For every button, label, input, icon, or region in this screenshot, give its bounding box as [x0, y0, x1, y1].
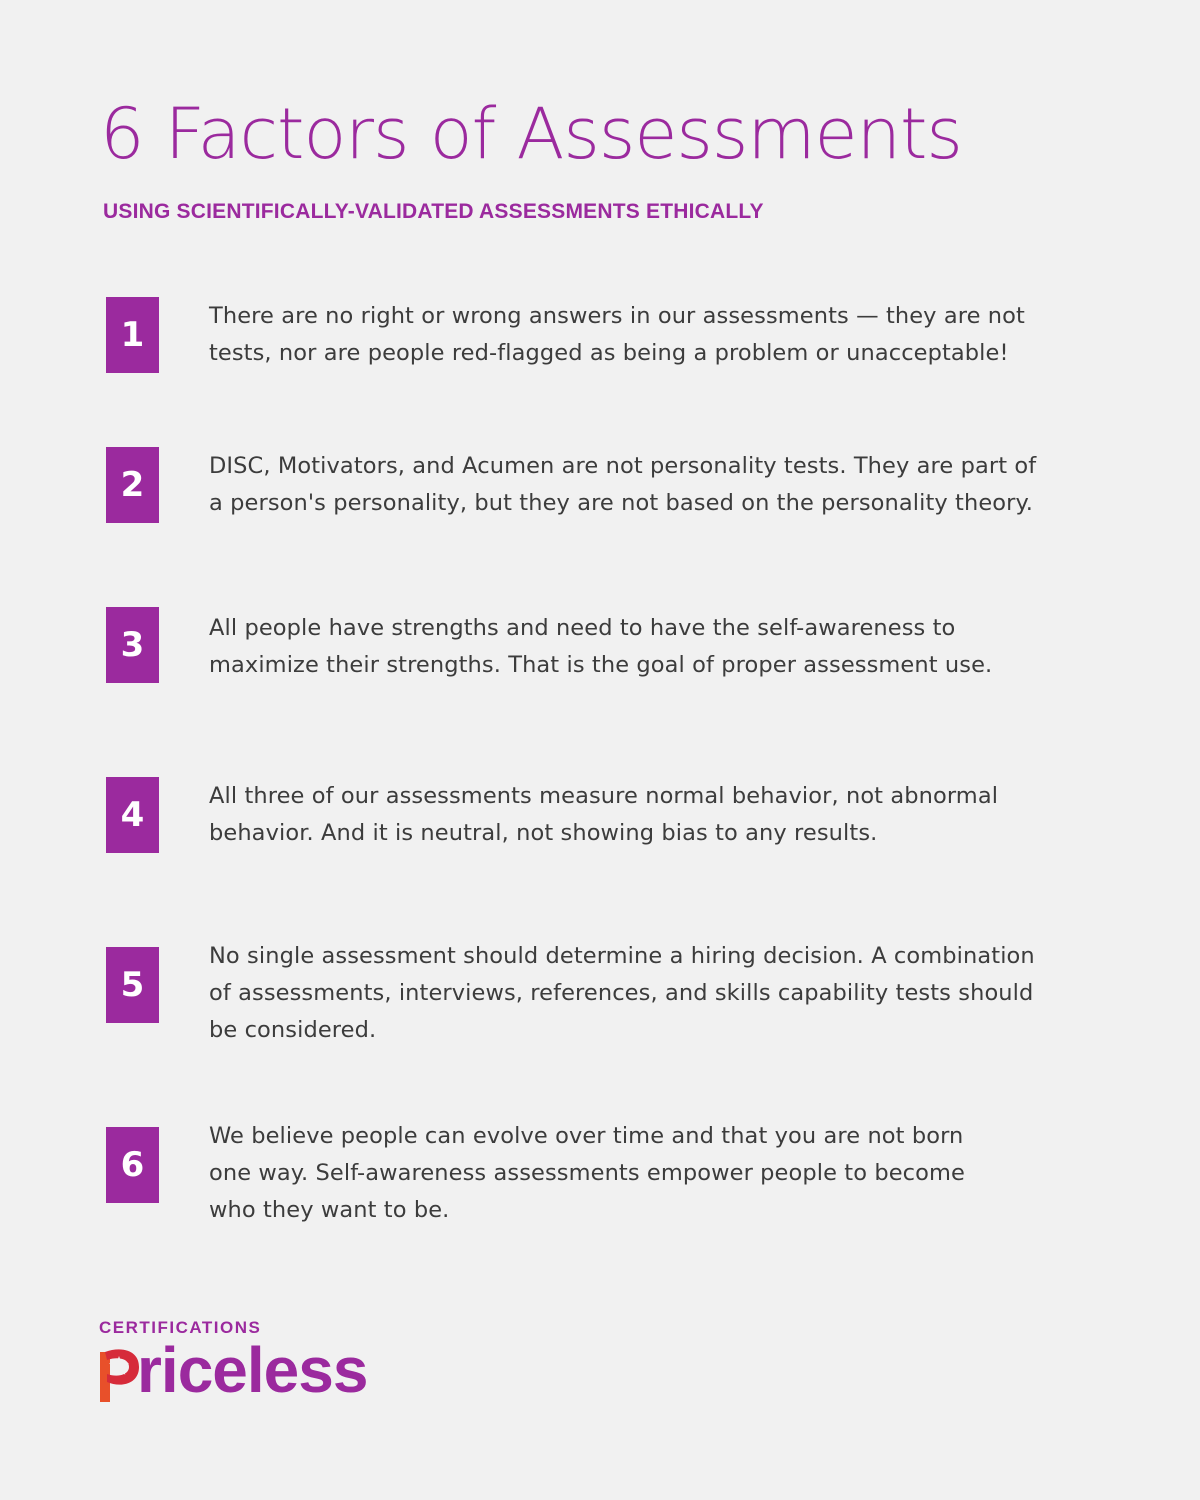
factor-number-badge: 4: [106, 777, 159, 853]
factor-text: [209, 610, 992, 684]
factor-number-badge: 3: [106, 607, 159, 683]
factor-text-line: All people have strengths and need to have the self-awareness to: [209, 615, 956, 641]
priceless-certifications-logo: [99, 1318, 429, 1408]
logo-star-p-icon: [99, 1336, 139, 1402]
factor-text-line: There are no right or wrong answers in our assessments — they are not: [209, 303, 1025, 329]
factor-text-line: behavior. And it is neutral, not showing bias to any results.: [209, 820, 878, 846]
factor-text: [209, 1118, 965, 1229]
factor-text: [209, 778, 998, 852]
factor-number-badge: 2: [106, 447, 159, 523]
page-subtitle: USING SCIENTIFICALLY-VALIDATED ASSESSMENTS ETHICALLY: [103, 200, 764, 223]
factor-text-line: tests, nor are people red-flagged as being a problem or unacceptable!: [209, 340, 1009, 366]
logo-certifications-text: CERTIFICATIONS: [99, 1318, 262, 1337]
factor-text-line: DISC, Motivators, and Acumen are not personality tests. They are part of: [209, 453, 1037, 479]
factor-number-badge: 1: [106, 297, 159, 373]
logo-main-text: riceless: [137, 1334, 368, 1406]
factor-text-line: We believe people can evolve over time and that you are not born: [209, 1123, 964, 1149]
factor-text-line: No single assessment should determine a hiring decision. A combination: [209, 943, 1035, 969]
factor-text-line: of assessments, interviews, references, and skills capability tests should: [209, 980, 1034, 1006]
factor-text-line: be considered.: [209, 1017, 377, 1043]
factor-number-badge: 5: [106, 947, 159, 1023]
factor-number-badge: 6: [106, 1127, 159, 1203]
logo-wordmark: [99, 1332, 368, 1406]
factor-text-line: All three of our assessments measure normal behavior, not abnormal: [209, 783, 999, 809]
page-title: 6 Factors of Assessments: [100, 93, 962, 175]
factor-text: [209, 448, 1036, 522]
factor-text-line: one way. Self-awareness assessments empower people to become: [209, 1160, 965, 1186]
factor-text: [209, 938, 1035, 1049]
factor-text-line: who they want to be.: [209, 1197, 450, 1223]
factor-text-line: a person's personality, but they are not based on the personality theory.: [209, 490, 1033, 516]
factor-text-line: maximize their strengths. That is the goal of proper assessment use.: [209, 652, 993, 678]
factor-text: [209, 298, 1025, 372]
